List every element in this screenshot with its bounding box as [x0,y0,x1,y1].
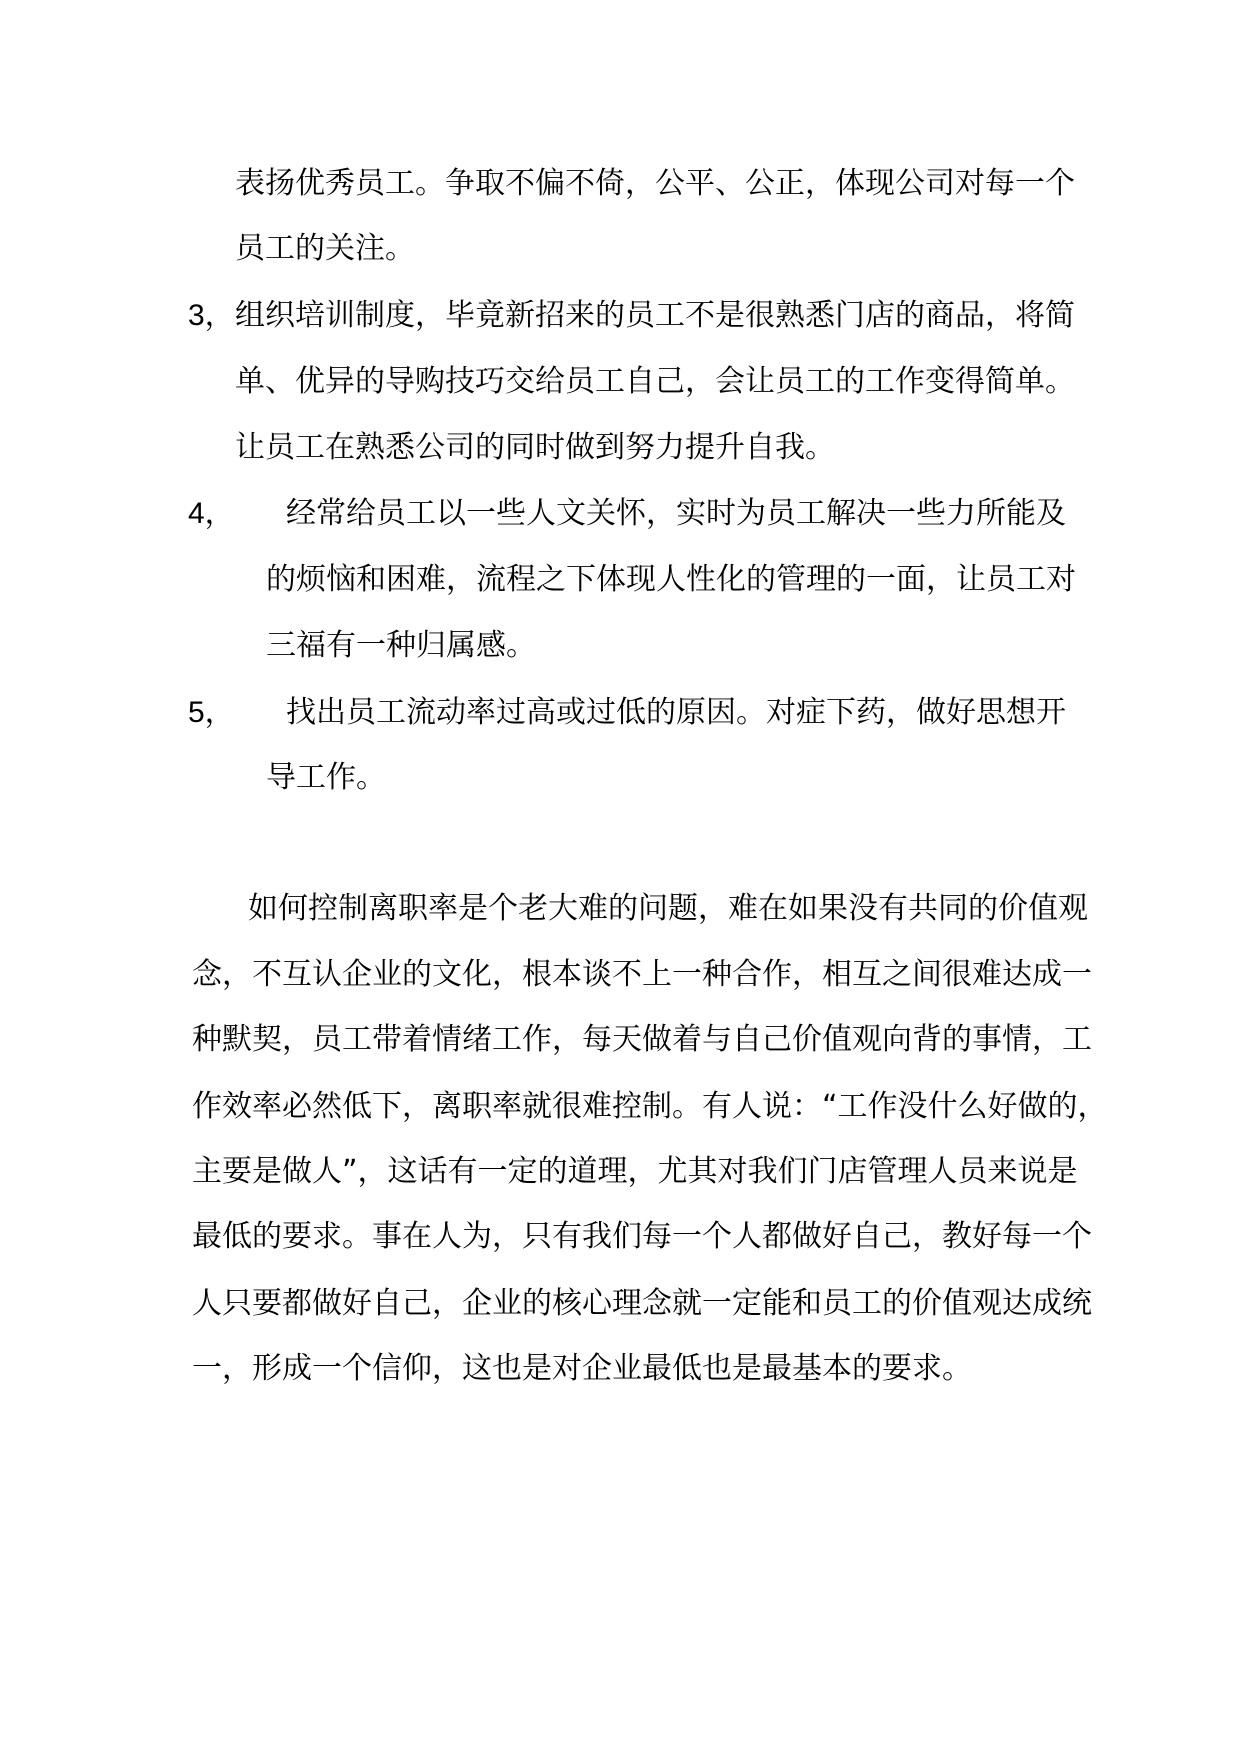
text-line: 念，不互认企业的文化，根本谈不上一种合作，相互之间很难达成一 [192,957,1092,992]
text-line: 让员工在熟悉公司的同时做到努力提升自我。 [235,430,835,465]
text-line: 的烦恼和困难，流程之下体现人性化的管理的一面，让员工对 [266,562,1076,597]
text-line: 一，形成一个信仰，这也是对企业最低也是最基本的要求。 [192,1351,972,1386]
text-line: 组织培训制度，毕竟新招来的员工不是很熟悉门店的商品，将简 [235,298,1075,333]
text-line: 员工的关注。 [235,231,415,266]
text-line: 经常给员工以一些人文关怀，实时为员工解决一些力所能及 [286,496,1066,531]
text-line: 人只要都做好自己，企业的核心理念就一定能和员工的价值观达成统 [192,1286,1092,1321]
list-number: 3， [188,299,235,332]
text-line: 导工作。 [266,760,386,795]
text-line: 如何控制离职率是个老大难的问题，难在如果没有共同的价值观 [248,891,1088,926]
text-line: 三福有一种归属感。 [266,628,536,663]
text-line: 最低的要求。事在人为，只有我们每一个人都做好自己，教好每一个 [192,1219,1092,1254]
text-line: 单、优异的导购技巧交给员工自己，会让员工的工作变得简单。 [235,364,1075,399]
text-line: 表扬优秀员工。争取不偏不倚，公平、公正，体现公司对每一个 [235,166,1075,201]
text-line: 主要是做人”，这话有一定的道理，尤其对我们门店管理人员来说是 [192,1154,1078,1189]
text-line: 找出员工流动率过高或过低的原因。对症下药，做好思想开 [286,695,1066,730]
list-number: 4， [188,497,235,530]
text-line: 作效率必然低下，离职率就很难控制。有人说：“工作没什么好做的， [192,1089,1108,1124]
text-line: 种默契，员工带着情绪工作，每天做着与自己价值观向背的事情，工 [192,1022,1092,1057]
list-number: 5， [188,696,235,729]
